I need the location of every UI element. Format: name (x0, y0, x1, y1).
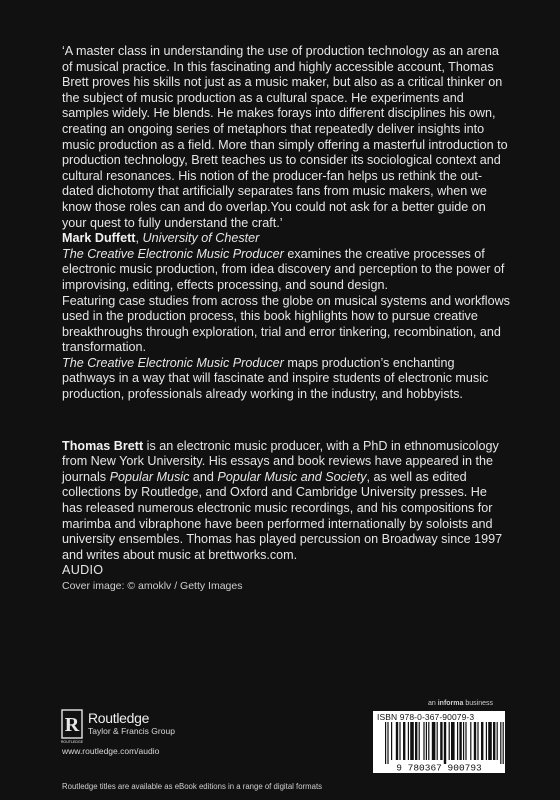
isbn-barcode (373, 711, 505, 773)
barcode-bar (474, 722, 476, 760)
informa-business-tag (428, 700, 493, 707)
description-paragraph-3 (62, 356, 510, 403)
description-paragraph-3-text: maps production’s enchanting pathways in a way that will fascinate and inspire students of electronic music production, professionals already working in the industry, and hobbyists. (62, 355, 489, 402)
barcode-bar (419, 722, 420, 760)
book-title-italic: The Creative Electronic Music Producer (62, 246, 284, 261)
barcode-bar (432, 722, 436, 760)
barcode-bar (488, 722, 492, 760)
barcode-bar (440, 722, 442, 760)
bio-text-2: , as well as edited collections by Routledge, and Oxford and Cambridge University presses. He has released numerous electronic music recordings, and his compositions for marimba and vibraphone have been performed internationally by soloists and university ensembles. Thomas has played percussion on Broadway since 1997 and writes about music at brettworks.com. (62, 469, 503, 562)
barcode-bar (459, 722, 461, 760)
barcode-bar (493, 722, 495, 760)
barcode-digits: 9 780367 900793 (396, 762, 482, 774)
informa-prefix: an (428, 700, 438, 707)
subject-category: AUDIO (62, 563, 104, 578)
publisher-logo (62, 710, 175, 744)
barcode-bar (457, 722, 458, 760)
publisher-url: www.routledge.com/audio (62, 746, 160, 756)
endorsement-quote: ‘A master class in understanding the use of production technology as an arena of musical practice. In this fascinating and highly accessible account, Thomas Brett proves his skills not just as a music maker, but also as a critical thinker on the subject of music production as a cultural space. He experiments and samples widely. He blends. He makes forays into different disciplines his own, creating an ongoing series of metaphors that repeatedly deliver insights into music production as a field. More than simply offering a masterful introduction to production technology, Brett teaches us to consider its sociological context and cultural resonances. His notion of the producer-fan helps us rethink the out-dated dichotomy that artificially separates fans from music makers, when we know those roles can and do overlap.You could not ask for a better guide on your quest to fully understand the craft.’ (62, 44, 508, 230)
barcode-bar (470, 722, 471, 760)
barcode-bar (503, 722, 504, 764)
book-title-italic: The Creative Electronic Music Producer (62, 355, 284, 370)
barcode-bar (463, 722, 464, 760)
description-paragraph-1-text: examines the creative processes of electronic music production, from idea discovery and perception to the power of improvising, editing, effects processing, and sound design. (62, 246, 505, 292)
barcode-bar (410, 722, 414, 760)
ebook-availability-note: Routledge titles are available as eBook editions in a range of digital formats (62, 782, 323, 791)
informa-brand: informa (437, 700, 464, 707)
barcode-bar (415, 722, 417, 760)
barcode-bar (477, 722, 478, 760)
journal-name-1: Popular Music (109, 469, 190, 484)
barcode-bar (486, 722, 487, 760)
barcode-bar (423, 722, 424, 760)
barcode-bar (403, 722, 405, 760)
routledge-logo-icon (62, 710, 82, 744)
back-cover-text (62, 44, 510, 595)
barcode-graphic (377, 722, 501, 772)
barcode-bar (444, 722, 446, 764)
barcode-bar (399, 722, 400, 760)
barcode-bar (426, 722, 427, 760)
barcode-bar (465, 722, 466, 760)
barcode-bar (500, 722, 501, 764)
informa-suffix: business (463, 700, 493, 707)
bio-conjunction: and (189, 469, 218, 484)
barcode-bar (385, 722, 386, 764)
barcode-bar (391, 722, 392, 760)
barcode-bar (408, 722, 409, 760)
author-name: Thomas Brett (62, 438, 144, 453)
barcode-bar (481, 722, 483, 760)
isbn-number: ISBN 978-0-367-90079-3 (377, 712, 475, 722)
barcode-bar (449, 722, 450, 760)
barcode-bar (437, 722, 438, 760)
svg-text:ROUTLEDGE: ROUTLEDGE (60, 740, 84, 744)
svg-text:R: R (64, 714, 80, 736)
journal-name-2: Popular Music and Society (217, 469, 367, 484)
barcode-bar (451, 722, 455, 760)
bio-text-1: is an electronic music producer, with a PhD in ethnomusicology from New York University. His essays and book reviews have appeared in the journals (62, 438, 499, 484)
endorsement-attribution: Mark Duffett, University of Chester (62, 231, 260, 246)
endorser-name: Mark Duffett (62, 231, 136, 246)
barcode-bar (396, 722, 398, 760)
author-bio (62, 439, 510, 564)
publisher-group: Taylor & Francis Group (88, 726, 175, 736)
barcode-bar (497, 722, 498, 760)
barcode-bar (428, 722, 429, 760)
cover-image-credit: Cover image: © amoklv / Getty Images (62, 580, 243, 592)
publisher-name: Routledge (88, 710, 150, 726)
description-paragraph-2: Featuring case studies from across the globe on musical systems and workflows used in the production process, this book highlights how to pursue creative breakthroughs through exploration, trial and error tinkering, recombination, and transformation. (62, 293, 510, 355)
description-paragraph-1 (62, 247, 510, 294)
barcode-bar (387, 722, 388, 764)
endorser-affiliation: University of Chester (142, 231, 260, 246)
